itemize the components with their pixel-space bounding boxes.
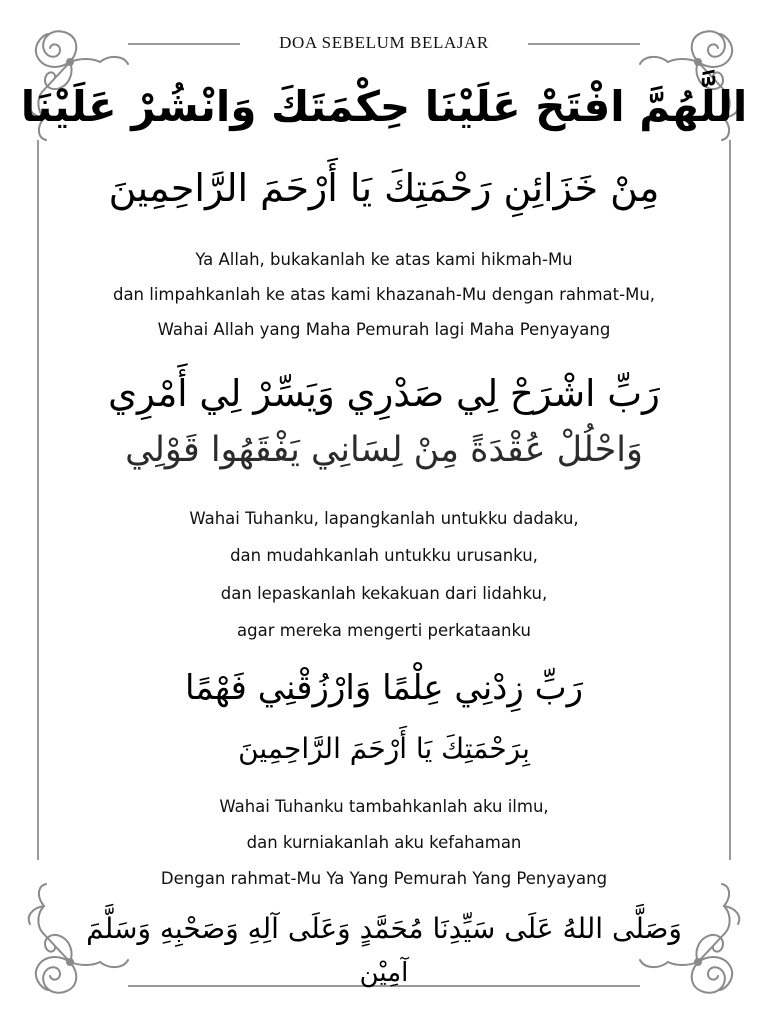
prayer-3-arabic-line-1: رَبِّ زِدْنِي عِلْمًا وَارْزُقْنِي فَهْمًا bbox=[184, 668, 584, 708]
prayer-2-translation-line-1: Wahai Tuhanku, lapangkanlah untukku dadaku, bbox=[189, 509, 579, 528]
prayer-3-translation-line-1: Wahai Tuhanku tambahkanlah aku ilmu, bbox=[219, 797, 549, 816]
prayer-1-arabic-line-2: مِنْ خَزَائِنِ رَحْمَتِكَ يَا أَرْحَمَ الرَّاحِمِينَ bbox=[108, 166, 660, 210]
prayer-3-translation-line-3: Dengan rahmat-Mu Ya Yang Pemurah Yang Penyayang bbox=[160, 869, 608, 888]
page-title: DOA SEBELUM BELAJAR bbox=[279, 33, 489, 52]
prayer-3-translation-line-2: dan kurniakanlah aku kefahaman bbox=[246, 833, 522, 852]
prayer-1-translation-line-1: Ya Allah, bukakanlah ke atas kami hikmah-Mu bbox=[195, 250, 573, 269]
prayer-1-translation-line-2: dan limpahkanlah ke atas kami khazanah-Mu dengan rahmat-Mu, bbox=[112, 285, 656, 304]
closing-salawat-arabic: وَصَلَّى اللهُ عَلَى سَيِّدِنَا مُحَمَّدٍ وَعَلَى آلِهِ وَصَحْبِهِ وَسَلَّمَ bbox=[86, 912, 682, 945]
prayer-2-arabic-line-2: وَاحْلُلْ عُقْدَةً مِنْ لِسَانِي يَفْقَهُوا قَوْلِي bbox=[125, 430, 643, 470]
prayer-1-arabic-line-1: اللَّهُمَّ افْتَحْ عَلَيْنَا حِكْمَتَكَ وَانْشُرْ عَلَيْنَا bbox=[20, 82, 748, 131]
prayer-2-translation-line-3: dan lepaskanlah kekakuan dari lidahku, bbox=[220, 584, 548, 603]
prayer-2-translation-line-2: dan mudahkanlah untukku urusanku, bbox=[230, 546, 538, 565]
closing-amin-arabic: آمِيْن bbox=[359, 958, 409, 988]
prayer-2-translation-line-4: agar mereka mengerti perkataanku bbox=[237, 621, 531, 640]
prayer-2-arabic-line-1: رَبِّ اشْرَحْ لِي صَدْرِي وَيَسِّرْ لِي أَمْرِي bbox=[108, 372, 660, 415]
prayer-3-arabic-line-2: بِرَحْمَتِكَ يَا أَرْحَمَ الرَّاحِمِينَ bbox=[238, 732, 530, 765]
prayer-1-translation-line-3: Wahai Allah yang Maha Pemurah lagi Maha Penyayang bbox=[157, 320, 611, 339]
